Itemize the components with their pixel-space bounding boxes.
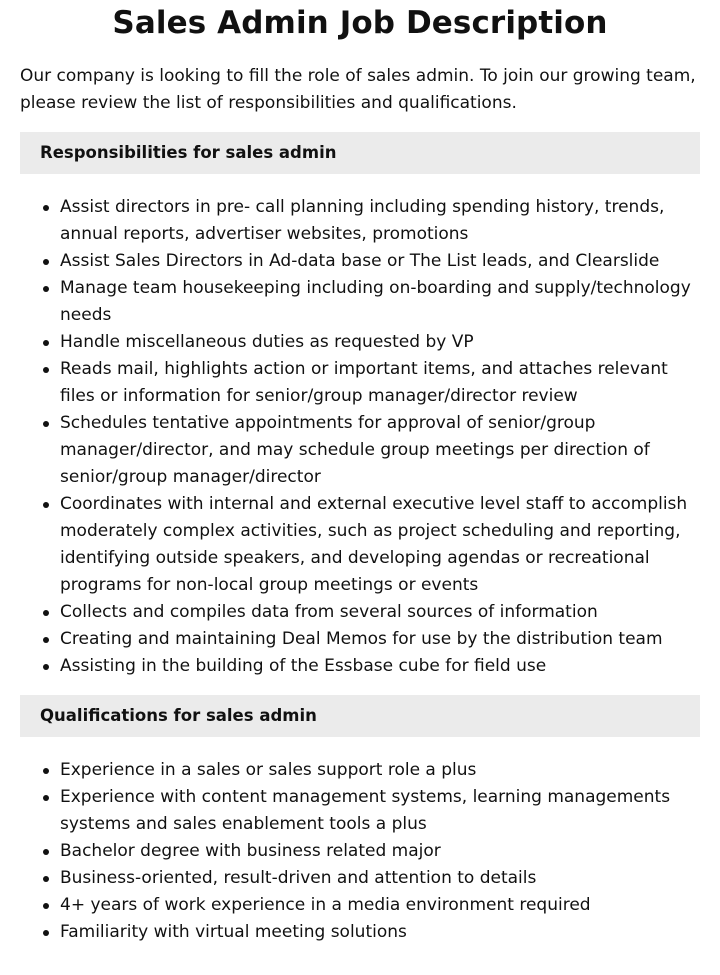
list-item: Bachelor degree with business related major: [60, 838, 700, 865]
list-item: Collects and compiles data from several sources of information: [60, 599, 700, 626]
list-item: Assisting in the building of the Essbase cube for field use: [60, 653, 700, 680]
list-item: Assist Sales Directors in Ad-data base or The List leads, and Clearslide: [60, 248, 700, 275]
list-item: Reads mail, highlights action or important items, and attaches relevant files or information for senior/group manager/director review: [60, 356, 700, 410]
list-item: Creating and maintaining Deal Memos for use by the distribution team: [60, 626, 700, 653]
list-item: Schedules tentative appointments for approval of senior/group manager/director, and may schedule group meetings per direction of senior/group manager/director: [60, 410, 700, 491]
list-item: Coordinates with internal and external executive level staff to accomplish moderately complex activities, such as project scheduling and reporting, identifying outside speakers, and developing agendas or recreational programs for non-local group meetings or events: [60, 491, 700, 599]
qualifications-list: [20, 757, 700, 946]
list-item: Manage team housekeeping including on-boarding and supply/technology needs: [60, 275, 700, 329]
page-title: Sales Admin Job Description: [112, 5, 608, 41]
list-item: Assist directors in pre- call planning including spending history, trends, annual reports, advertiser websites, promotions: [60, 194, 700, 248]
list-item: Business-oriented, result-driven and attention to details: [60, 865, 700, 892]
list-item: Handle miscellaneous duties as requested by VP: [60, 329, 700, 356]
qualifications-heading: Qualifications for sales admin: [20, 695, 700, 737]
responsibilities-list: [20, 194, 700, 680]
list-item: Familiarity with virtual meeting solutions: [60, 919, 700, 946]
responsibilities-heading: Responsibilities for sales admin: [20, 132, 700, 174]
list-item: Experience in a sales or sales support role a plus: [60, 757, 700, 784]
intro-paragraph: Our company is looking to fill the role of sales admin. To join our growing team, please review the list of responsibilities and qualifications.: [20, 66, 696, 113]
list-item: Experience with content management systems, learning managements systems and sales enablement tools a plus: [60, 784, 700, 838]
list-item: 4+ years of work experience in a media environment required: [60, 892, 700, 919]
